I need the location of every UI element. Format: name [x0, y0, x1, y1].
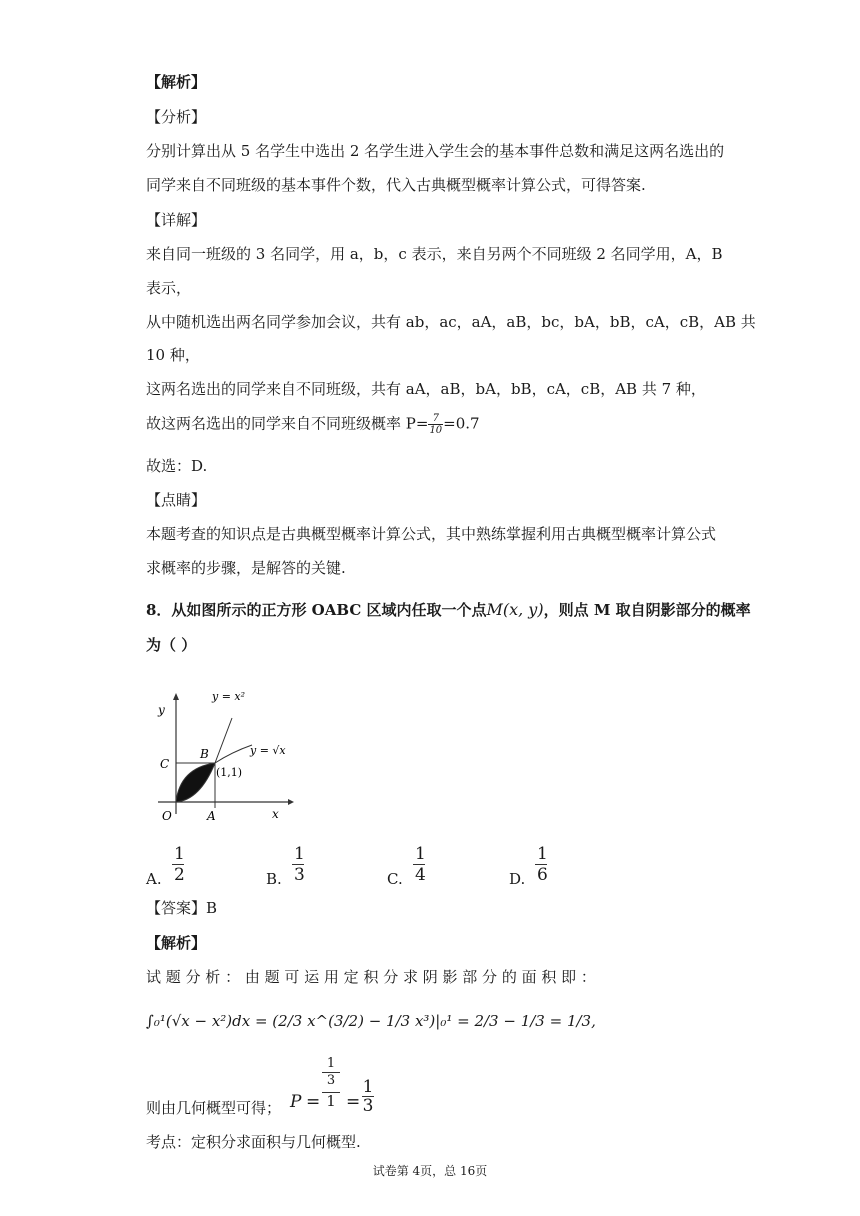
curve1-label: y = x² — [212, 690, 246, 703]
kaodian-line: 考点：定积分求面积与几何概型. — [146, 1133, 361, 1151]
paragraph-line: 10 种， — [146, 346, 200, 364]
question-8-stem: 8．从如图所示的正方形 OABC 区域内任取一个点M(x, y)，则点 M 取自阴影部分的概率 — [146, 600, 751, 619]
point-coord-label: (1,1) — [216, 766, 243, 779]
integral-equation: ∫₀¹(√x − x²)dx = (2/3 x^(3/2) − 1/3 x³)|₀¹ = 2/3 − 1/3 = 1/3, — [146, 1012, 596, 1030]
probability-line — [146, 413, 480, 436]
paragraph-line: 分别计算出从 5 名学生中选出 2 名学生进入学生会的基本事件总数和满足这两名选出的 — [146, 142, 725, 160]
x-label: x — [272, 807, 279, 821]
paragraph-line: 求概率的步骤，是解答的关键. — [146, 559, 346, 577]
curve2-label: y = √x — [250, 744, 286, 757]
section-heading-jiexi: 【解析】 — [146, 73, 207, 91]
geometric-prob-line: 则由几何概型可得； — [146, 1099, 282, 1117]
point-c-label: C — [160, 757, 170, 771]
analysis-line: 试 题 分 析 ： 由 题 可 运 用 定 积 分 求 阴 影 部 分 的 面 积 即 ： — [146, 968, 596, 986]
question-8-stem-cont: 为（ ） — [146, 636, 197, 654]
x-axis-arrow — [288, 799, 294, 805]
graph-figure — [150, 678, 300, 828]
paragraph-line: 来自同一班级的 3 名同学，用 a，b，c 表示，来自另两个不同班级 2 名同学用，A，B — [146, 245, 723, 263]
probability-prefix: 故这两名选出的同学来自不同班级概率 P= — [146, 414, 429, 433]
y-axis-arrow — [173, 693, 179, 700]
answer-line: 【答案】B — [146, 899, 218, 917]
y-label: y — [158, 703, 165, 717]
paragraph-line: 故选：D. — [146, 457, 208, 475]
paragraph-line: 表示， — [146, 279, 192, 297]
origin-label: O — [162, 809, 172, 823]
paragraph-line: 同学来自不同班级的基本事件个数，代入古典概型概率计算公式，可得答案. — [146, 176, 646, 194]
paragraph-line: 本题考查的知识点是古典概型概率计算公式，其中熟练掌握利用古典概型概率计算公式 — [146, 525, 717, 543]
paragraph-line: 从中随机选出两名同学参加会议，共有 ab，ac，aA，aB，bc，bA，bB，cA，cB，AB 共 — [146, 313, 756, 331]
paragraph-line: 这两名选出的同学来自不同班级，共有 aA，aB，bA，bB，cA，cB，AB 共 7 种， — [146, 380, 706, 398]
page-footer: 试卷第 4页，总 16页 — [372, 1164, 488, 1178]
point-b-label: B — [200, 747, 209, 761]
section-heading-xiangjie: 【详解】 — [146, 211, 207, 229]
point-a-label: A — [207, 809, 216, 823]
section-heading-dianjing: 【点睛】 — [146, 491, 207, 509]
section-heading-jiexi-2: 【解析】 — [146, 934, 207, 952]
section-heading-fenxi: 【分析】 — [146, 108, 207, 126]
fraction: $\frac{7}{10}$ — [429, 413, 443, 436]
point-notation: M(x, y) — [486, 600, 544, 619]
probability-suffix: =0.7 — [443, 414, 480, 433]
